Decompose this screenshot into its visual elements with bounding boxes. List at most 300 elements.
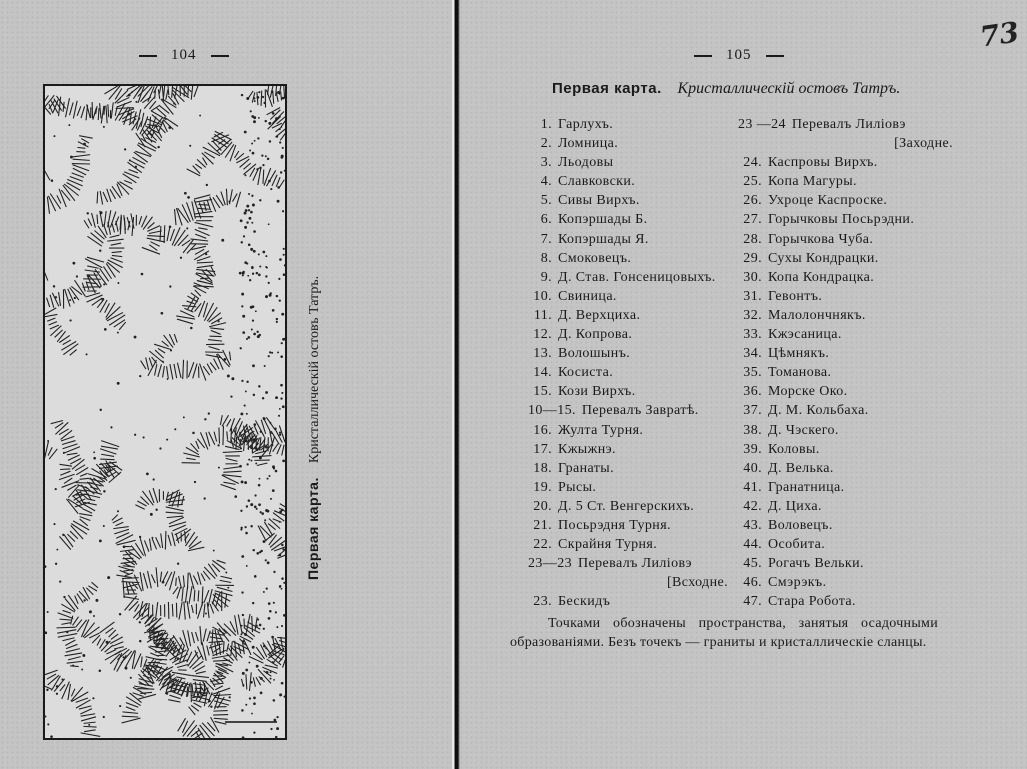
- sediment-dot: [275, 470, 278, 473]
- sediment-dot: [93, 451, 95, 453]
- hachure-stroke: [215, 642, 217, 656]
- hachure-stroke: [210, 633, 224, 635]
- hachure-stroke: [284, 86, 285, 99]
- hachure-stroke: [105, 628, 113, 634]
- sediment-dot: [268, 355, 270, 357]
- sediment-dot: [260, 431, 262, 433]
- sediment-dot: [283, 273, 285, 276]
- hachure-stroke: [150, 242, 159, 247]
- sediment-dot: [251, 222, 253, 224]
- sediment-dot: [234, 495, 237, 498]
- dash-decoration: [694, 55, 712, 57]
- list-item: [528, 440, 728, 459]
- hachure-stroke: [97, 215, 98, 225]
- sediment-dot: [254, 100, 256, 102]
- hachure-stroke: [126, 707, 135, 711]
- page-number-left: [125, 47, 243, 64]
- item-number: 15.: [533, 384, 552, 400]
- item-name: Д. Велька.: [768, 460, 834, 476]
- item-number: 44.: [743, 537, 762, 553]
- hachure-stroke: [124, 180, 132, 183]
- sediment-dot: [155, 645, 157, 647]
- sediment-dot: [254, 506, 257, 509]
- sediment-dot: [279, 128, 281, 130]
- sediment-dot: [256, 331, 258, 333]
- hachure-stroke: [268, 524, 275, 530]
- hachure-stroke: [60, 685, 65, 691]
- hachure-stroke: [192, 632, 195, 643]
- item-number: 46.: [743, 575, 762, 591]
- sediment-dot: [267, 158, 269, 160]
- sediment-dot: [269, 351, 271, 353]
- sediment-dot: [173, 103, 175, 105]
- list-item: [738, 191, 953, 210]
- sediment-dot: [281, 155, 284, 158]
- list-item: [528, 134, 728, 153]
- sediment-dot: [244, 633, 247, 636]
- hachure-stroke: [45, 269, 48, 281]
- item-number: 20.: [533, 498, 552, 514]
- sediment-dot: [169, 225, 172, 228]
- sediment-dot: [253, 697, 256, 700]
- item-name: Бескидъ: [558, 594, 611, 610]
- sediment-dot: [221, 239, 224, 242]
- hachure-stroke: [194, 286, 213, 287]
- hachure-stroke: [211, 135, 229, 142]
- hachure-stroke: [169, 695, 180, 699]
- sediment-dot: [276, 727, 279, 730]
- hachure-stroke: [148, 603, 149, 618]
- hachure-stroke: [111, 102, 113, 118]
- hachure-stroke: [88, 218, 92, 225]
- hachure-stroke: [252, 616, 253, 632]
- item-number: 22.: [533, 537, 552, 553]
- sediment-dot: [252, 602, 254, 604]
- sediment-dot: [251, 713, 253, 715]
- sediment-dot: [253, 394, 255, 396]
- sediment-dot: [258, 253, 260, 255]
- item-number: 25.: [743, 174, 762, 190]
- hachure-stroke: [279, 180, 284, 188]
- sediment-dot: [228, 201, 230, 203]
- sediment-dot: [155, 509, 157, 511]
- hachure-stroke: [112, 515, 118, 521]
- hachure-stroke: [186, 458, 195, 459]
- hachure-stroke: [207, 631, 210, 642]
- hachure-stroke: [92, 582, 99, 588]
- hachure-stroke: [194, 251, 209, 260]
- sediment-dot: [278, 278, 280, 280]
- sediment-dot: [266, 587, 268, 589]
- sediment-dot: [177, 563, 179, 565]
- hachure-stroke: [151, 575, 155, 584]
- hachure-stroke: [66, 98, 70, 117]
- sediment-dot: [252, 203, 255, 206]
- hachure-stroke: [114, 647, 124, 649]
- hachure-stroke: [122, 718, 141, 723]
- sediment-dot: [151, 537, 153, 539]
- hachure-stroke: [73, 101, 77, 119]
- hachure-stroke: [168, 700, 180, 702]
- sediment-dot: [279, 258, 282, 261]
- hachure-stroke: [203, 158, 208, 165]
- list-item: [528, 363, 728, 382]
- sediment-dot: [72, 665, 74, 667]
- sediment-dot: [244, 481, 247, 484]
- list-item: [528, 516, 728, 535]
- list-item: [738, 440, 953, 459]
- sediment-dot: [248, 499, 251, 502]
- hachure-stroke: [243, 163, 250, 169]
- hachure-ridges: [45, 86, 285, 738]
- hachure-stroke: [203, 629, 206, 642]
- hachure-stroke: [45, 164, 50, 180]
- sediment-dot: [249, 697, 251, 699]
- sediment-dot: [240, 412, 243, 415]
- sediment-dot: [135, 166, 137, 168]
- hachure-stroke: [219, 427, 220, 443]
- sediment-dot: [259, 199, 261, 201]
- sediment-dot: [253, 333, 256, 336]
- handwritten-annotation: 73: [977, 15, 1022, 54]
- item-number: 7.: [540, 231, 552, 247]
- hachure-stroke: [50, 194, 60, 209]
- map-caption-vertical: [298, 240, 328, 580]
- sediment-dot: [134, 336, 137, 339]
- sediment-dot: [103, 490, 105, 492]
- sediment-dot: [174, 428, 176, 430]
- sediment-dot: [276, 716, 278, 718]
- hachure-stroke: [66, 649, 80, 653]
- sediment-dot: [245, 209, 248, 212]
- sediment-dot: [255, 625, 257, 627]
- sediment-dot: [92, 697, 94, 699]
- sediment-dot: [279, 431, 281, 433]
- hachure-stroke: [215, 721, 227, 724]
- item-name: Д. М. Кольбаха.: [768, 403, 869, 419]
- hachure-stroke: [204, 202, 206, 211]
- hachure-stroke: [149, 231, 162, 234]
- hachure-stroke: [159, 86, 161, 94]
- item-number: 37.: [743, 403, 762, 419]
- sediment-dot: [150, 513, 153, 516]
- hachure-stroke: [170, 229, 174, 241]
- hachure-stroke: [158, 348, 165, 353]
- hachure-stroke: [255, 617, 257, 631]
- item-number: 13.: [533, 346, 552, 362]
- hachure-stroke: [57, 195, 61, 203]
- hachure-stroke: [213, 676, 222, 677]
- hachure-stroke: [84, 730, 96, 732]
- sediment-dot: [162, 581, 165, 584]
- hachure-stroke: [223, 426, 224, 445]
- sediment-dot: [258, 385, 260, 387]
- sediment-dot: [265, 559, 267, 561]
- sediment-dot: [250, 211, 253, 214]
- list-item: [528, 287, 728, 306]
- hachure-stroke: [116, 575, 131, 578]
- hachure-stroke: [142, 247, 160, 254]
- sediment-dot: [263, 417, 266, 420]
- hachure-stroke: [49, 322, 57, 325]
- sediment-dot: [260, 692, 263, 695]
- item-number: 16.: [533, 422, 552, 438]
- hachure-stroke: [70, 666, 79, 667]
- hachure-stroke: [63, 610, 71, 613]
- hachure-stroke: [80, 473, 87, 476]
- list-item: [738, 115, 953, 134]
- hachure-stroke: [276, 177, 280, 187]
- hachure-stroke: [135, 604, 140, 611]
- list-item: [738, 478, 953, 497]
- hachure-stroke: [64, 534, 73, 547]
- list-item: [738, 535, 953, 554]
- sediment-dot: [267, 561, 270, 564]
- sediment-dot: [104, 328, 107, 331]
- list-item: [528, 554, 728, 573]
- sediment-dot: [88, 724, 90, 726]
- list-item: [528, 115, 728, 134]
- hachure-stroke: [196, 441, 199, 449]
- hachure-stroke: [123, 566, 135, 567]
- sediment-dot: [266, 510, 269, 513]
- hachure-stroke: [213, 711, 227, 712]
- hachure-stroke: [109, 315, 125, 325]
- item-number: 28.: [743, 231, 762, 247]
- sediment-dot: [265, 275, 267, 277]
- hachure-stroke: [148, 222, 155, 228]
- hachure-stroke: [174, 364, 177, 378]
- sediment-dot: [194, 481, 196, 483]
- item-name: Славковски.: [558, 174, 636, 190]
- hachure-stroke: [210, 604, 213, 613]
- hachure-stroke: [215, 686, 223, 690]
- sediment-dot: [269, 422, 271, 424]
- hachure-stroke: [112, 255, 122, 256]
- sediment-dot: [244, 439, 247, 442]
- sediment-dot: [161, 312, 164, 315]
- item-number: 23.: [533, 594, 552, 610]
- sediment-dot: [74, 297, 76, 299]
- hachure-stroke: [48, 447, 52, 455]
- hachure-stroke: [190, 244, 208, 245]
- item-name: Каспровы Вирхъ.: [768, 155, 878, 171]
- hachure-stroke: [122, 716, 139, 717]
- hachure-stroke: [200, 278, 209, 279]
- sediment-dot: [239, 272, 242, 275]
- sediment-dot: [53, 135, 55, 137]
- hachure-stroke: [191, 86, 193, 100]
- hachure-stroke: [81, 139, 89, 143]
- sediment-dot: [45, 716, 46, 718]
- hachure-stroke: [139, 216, 142, 224]
- sediment-dot: [47, 440, 49, 442]
- sediment-dot: [117, 510, 119, 512]
- hachure-stroke: [164, 225, 165, 243]
- sediment-dot: [68, 124, 70, 126]
- hachure-stroke: [123, 554, 132, 555]
- sediment-dot: [244, 174, 246, 176]
- map-caption-bold: Первая карта.: [305, 477, 321, 580]
- hachure-stroke: [193, 364, 197, 379]
- sediment-dot: [279, 586, 281, 588]
- hachure-stroke: [211, 330, 221, 334]
- sediment-dot: [46, 689, 48, 691]
- list-item: [738, 459, 953, 478]
- hachure-stroke: [76, 620, 82, 628]
- sediment-dot: [257, 335, 260, 338]
- hachure-stroke: [137, 689, 154, 690]
- list-item: [738, 363, 953, 382]
- sediment-dot: [81, 669, 83, 671]
- sediment-dot: [203, 497, 205, 499]
- hachure-stroke: [195, 222, 214, 227]
- hachure-stroke: [226, 189, 227, 206]
- item-name: Гевонтъ.: [768, 288, 823, 304]
- list-item: [528, 210, 728, 229]
- sediment-dot: [265, 266, 267, 268]
- list-item: [738, 306, 953, 325]
- sediment-dot: [253, 230, 256, 233]
- sediment-dot: [250, 248, 253, 251]
- hachure-stroke: [203, 604, 204, 618]
- hachure-stroke: [122, 712, 138, 713]
- hachure-stroke: [223, 467, 241, 469]
- item-name: Копа Магуры.: [768, 174, 857, 190]
- peak-list-right: [738, 115, 953, 611]
- item-number: 39.: [743, 441, 762, 457]
- sediment-dot: [273, 719, 276, 722]
- sediment-dot: [276, 321, 278, 323]
- hachure-stroke: [173, 587, 178, 594]
- sediment-dot: [270, 671, 272, 673]
- hachure-stroke: [174, 334, 177, 342]
- hachure-stroke: [257, 463, 268, 465]
- footnote-text: Точками обозначены пространства, занятыя осадочными образованіями. Безъ точекъ — граниты и кристаллическіе сланцы.: [510, 616, 938, 650]
- hachure-stroke: [189, 586, 192, 603]
- hachure-stroke: [97, 301, 103, 308]
- hachure-stroke: [111, 258, 123, 263]
- hachure-stroke: [61, 341, 76, 350]
- sediment-dot: [128, 94, 131, 97]
- hachure-stroke: [249, 657, 263, 664]
- hachure-stroke: [101, 441, 119, 447]
- hachure-stroke: [47, 298, 50, 307]
- sediment-dot: [281, 577, 284, 580]
- sediment-dot: [256, 449, 258, 451]
- hachure-stroke: [73, 159, 90, 160]
- item-number: 9.: [540, 269, 552, 285]
- hachure-stroke: [59, 619, 70, 620]
- hachure-stroke: [220, 580, 231, 582]
- sediment-dot: [258, 91, 260, 93]
- item-number: 34.: [743, 346, 762, 362]
- sediment-dot: [281, 682, 284, 685]
- hachure-stroke: [192, 676, 209, 678]
- sediment-dot: [265, 155, 267, 157]
- hachure-stroke: [123, 558, 134, 559]
- hachure-stroke: [195, 249, 204, 254]
- hachure-stroke: [50, 326, 61, 336]
- hachure-stroke: [163, 366, 165, 377]
- hachure-stroke: [139, 684, 153, 687]
- sediment-dot: [56, 693, 58, 695]
- sediment-dot: [103, 525, 105, 527]
- hachure-stroke: [273, 444, 278, 452]
- item-name: Кжыжнэ.: [558, 441, 616, 457]
- sediment-dot: [253, 250, 256, 253]
- item-number: 18.: [533, 460, 552, 476]
- hachure-stroke: [263, 169, 264, 183]
- sediment-dot: [273, 602, 275, 604]
- hachure-stroke: [198, 208, 210, 209]
- sediment-dot: [250, 525, 252, 527]
- item-number: 27.: [743, 212, 762, 228]
- list-item: [738, 210, 953, 229]
- dash-decoration: [211, 55, 229, 57]
- list-item: [738, 287, 953, 306]
- sediment-dot: [259, 167, 262, 170]
- item-name: Коловы.: [768, 441, 820, 457]
- item-name: Перевалъ Завратѣ.: [581, 403, 699, 419]
- item-name: Гранаты.: [558, 460, 614, 476]
- hachure-stroke: [215, 591, 233, 596]
- hachure-stroke: [153, 488, 158, 503]
- sediment-dot: [281, 544, 283, 546]
- hachure-stroke: [65, 653, 83, 656]
- hachure-stroke: [192, 605, 194, 613]
- sediment-dot: [265, 120, 267, 122]
- item-name: Свиница.: [558, 288, 617, 304]
- sediment-dot: [119, 613, 121, 615]
- hachure-stroke: [172, 604, 173, 617]
- sediment-dot: [268, 223, 270, 225]
- item-name: Рогачъ Вельки.: [768, 556, 864, 572]
- list-item: [528, 497, 728, 516]
- sediment-dot: [281, 392, 283, 394]
- dash-decoration: [766, 55, 784, 57]
- hachure-stroke: [168, 86, 169, 95]
- hachure-stroke: [275, 127, 282, 132]
- item-name: Морске Око.: [768, 384, 848, 400]
- sediment-dot: [242, 315, 245, 318]
- sediment-dot: [124, 148, 126, 150]
- sediment-dot: [192, 432, 195, 435]
- list-item: [528, 382, 728, 401]
- hachure-stroke: [196, 632, 199, 641]
- sediment-dot: [250, 110, 252, 112]
- hachure-stroke: [172, 672, 192, 675]
- list-item-continuation: [738, 134, 953, 153]
- sediment-dot: [55, 563, 57, 565]
- item-number: 36.: [743, 384, 762, 400]
- sediment-dot: [99, 249, 101, 251]
- hachure-stroke: [193, 576, 198, 585]
- item-name: Д. Верхциха.: [558, 307, 641, 323]
- sediment-dot: [186, 227, 188, 229]
- hachure-stroke: [97, 191, 98, 203]
- hachure-stroke: [62, 481, 80, 488]
- list-item: [738, 249, 953, 268]
- sediment-dot: [184, 192, 187, 195]
- sediment-dot: [135, 101, 137, 103]
- sediment-dot: [119, 705, 121, 707]
- sediment-dot: [180, 257, 182, 259]
- list-item: [528, 306, 728, 325]
- sediment-dot: [254, 494, 256, 496]
- hachure-stroke: [56, 627, 75, 628]
- list-item: [528, 421, 728, 440]
